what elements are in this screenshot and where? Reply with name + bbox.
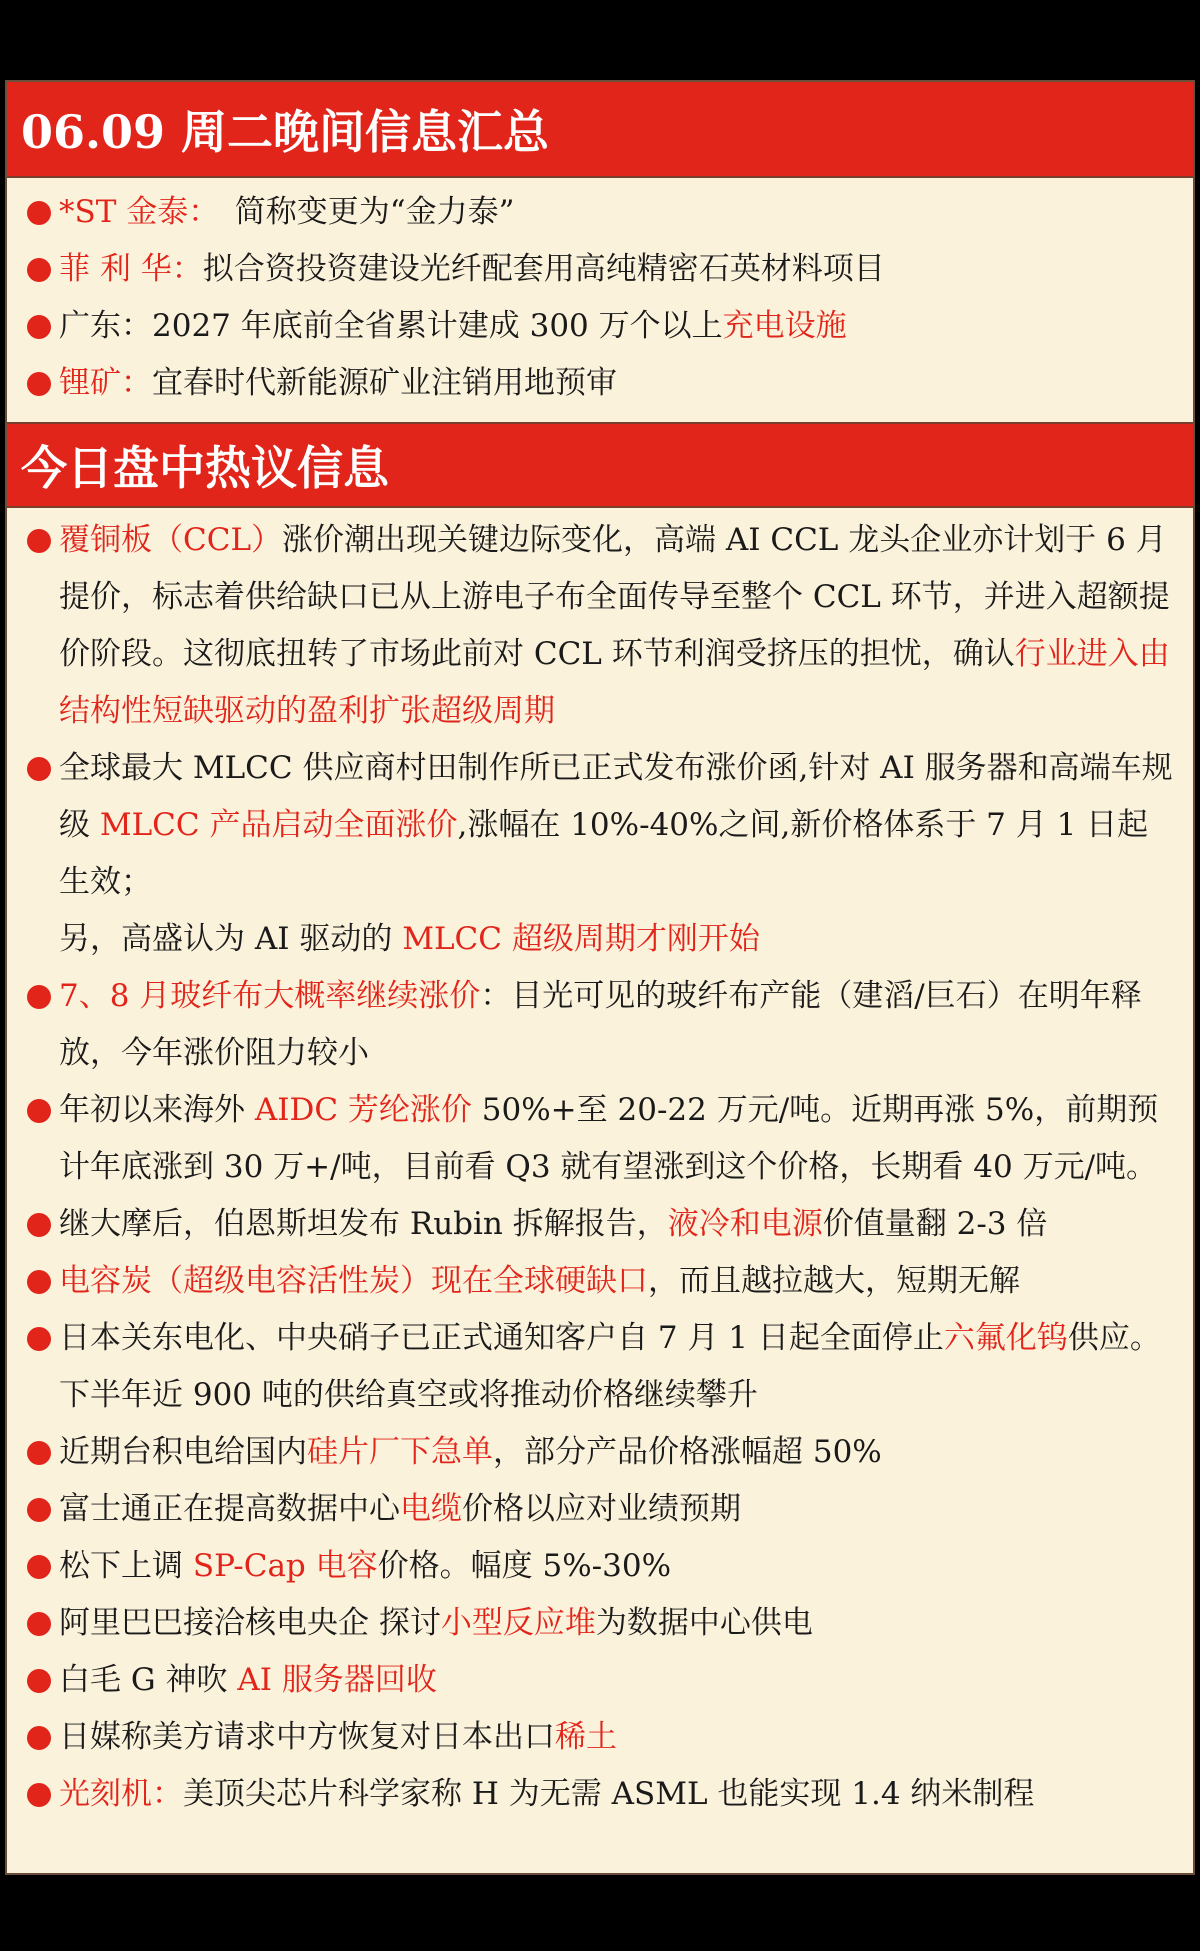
list-item-wf6: 日本关东电化、中央硝子已正式通知客户自 7 月 1 日起全面停止六氟化钨供应。下半年近 900 吨的供给真空或将推动价格继续攀升 <box>7 1310 1193 1424</box>
hot-topics-header <box>7 422 1193 508</box>
bullet-dot-icon <box>27 1441 51 1465</box>
evening-summary-title: 06.09 周二晚间信息汇总 <box>21 105 550 159</box>
bullet-dot-icon <box>27 1555 51 1579</box>
bullet-dot-icon <box>27 1612 51 1636</box>
bullet-dot-icon <box>27 1213 51 1237</box>
list-item-glass-fiber: 7、8 月玻纤布大概率继续涨价：目光可见的玻纤布产能（建滔/巨石）在明年释放，今年涨价阻力较小 <box>7 968 1193 1082</box>
list-item: *ST 金泰： 简称变更为“金力泰” <box>7 184 1193 241</box>
hot-topics-title: 今日盘中热议信息 <box>21 441 389 495</box>
bullet-dot-icon <box>27 1099 51 1123</box>
list-item: 菲 利 华：拟合资投资建设光纤配套用高纯精密石英材料项目 <box>7 241 1193 298</box>
list-item-aidc: 年初以来海外 AIDC 芳纶涨价 50%+至 20-22 万元/吨。近期再涨 5%，前期预计年底涨到 30 万+/吨，目前看 Q3 就有望涨到这个价格，长期看 40 万元/吨。 <box>7 1082 1193 1196</box>
list-item-lithography: 光刻机：美顶尖芯片科学家称 H 为无需 ASML 也能实现 1.4 纳米制程 <box>7 1766 1193 1823</box>
list-item-carbon: 电容炭（超级电容活性炭）现在全球硬缺口，而且越拉越大，短期无解 <box>7 1253 1193 1310</box>
list-item: 广东：2027 年底前全省累计建成 300 万个以上充电设施 <box>7 298 1193 355</box>
list-item-baimao: 白毛 G 神吹 AI 服务器回收 <box>7 1652 1193 1709</box>
bullet-dot-icon <box>27 258 51 282</box>
bullet-dot-icon <box>27 1270 51 1294</box>
bullet-dot-icon <box>27 757 51 781</box>
list-item-rare-earth: 日媒称美方请求中方恢复对日本出口稀土 <box>7 1709 1193 1766</box>
list-item-tsmc: 近期台积电给国内硅片厂下急单，部分产品价格涨幅超 50% <box>7 1424 1193 1481</box>
list-item: 锂矿：宜春时代新能源矿业注销用地预审 <box>7 355 1193 412</box>
bullet-dot-icon <box>27 315 51 339</box>
list-item-rubin: 继大摩后，伯恩斯坦发布 Rubin 拆解报告，液冷和电源价值量翻 2-3 倍 <box>7 1196 1193 1253</box>
bullet-dot-icon <box>27 985 51 1009</box>
list-item-ccl: 覆铜板（CCL）涨价潮出现关键边际变化，高端 AI CCL 龙头企业亦计划于 6 月提价，标志着供给缺口已从上游电子布全面传导至整个 CCL 环节，并进入超额提价阶段。这彻底扭转了市场此前对 CCL 环节利润受挤压的担忧，确认行业进入由结构性短缺驱动的盈利扩张超级周期 <box>7 512 1193 740</box>
top-black-bar <box>0 0 1200 78</box>
bullet-dot-icon <box>27 1783 51 1807</box>
list-item-panasonic: 松下上调 SP-Cap 电容价格。幅度 5%-30% <box>7 1538 1193 1595</box>
bottom-black-bar <box>0 1877 1200 1951</box>
bullet-dot-icon <box>27 201 51 225</box>
list-item-mlcc: 全球最大 MLCC 供应商村田制作所已正式发布涨价函,针对 AI 服务器和高端车规级 MLCC 产品启动全面涨价,涨幅在 10%-40%之间,新价格体系于 7 月 1 日起生效； 另，高盛认为 AI 驱动的 MLCC 超级周期才刚开始 <box>7 740 1193 968</box>
bullet-dot-icon <box>27 1726 51 1750</box>
bullet-dot-icon <box>27 1669 51 1693</box>
evening-summary-header <box>7 82 1193 178</box>
bullet-dot-icon <box>27 372 51 396</box>
bullet-dot-icon <box>27 1327 51 1351</box>
list-item-alibaba: 阿里巴巴接洽核电央企 探讨小型反应堆为数据中心供电 <box>7 1595 1193 1652</box>
news-card <box>5 80 1195 1875</box>
list-item-fujitsu: 富士通正在提高数据中心电缆价格以应对业绩预期 <box>7 1481 1193 1538</box>
bullet-dot-icon <box>27 1498 51 1522</box>
bullet-dot-icon <box>27 529 51 553</box>
evening-list <box>7 178 1193 422</box>
hot-topics-list <box>7 508 1193 1823</box>
